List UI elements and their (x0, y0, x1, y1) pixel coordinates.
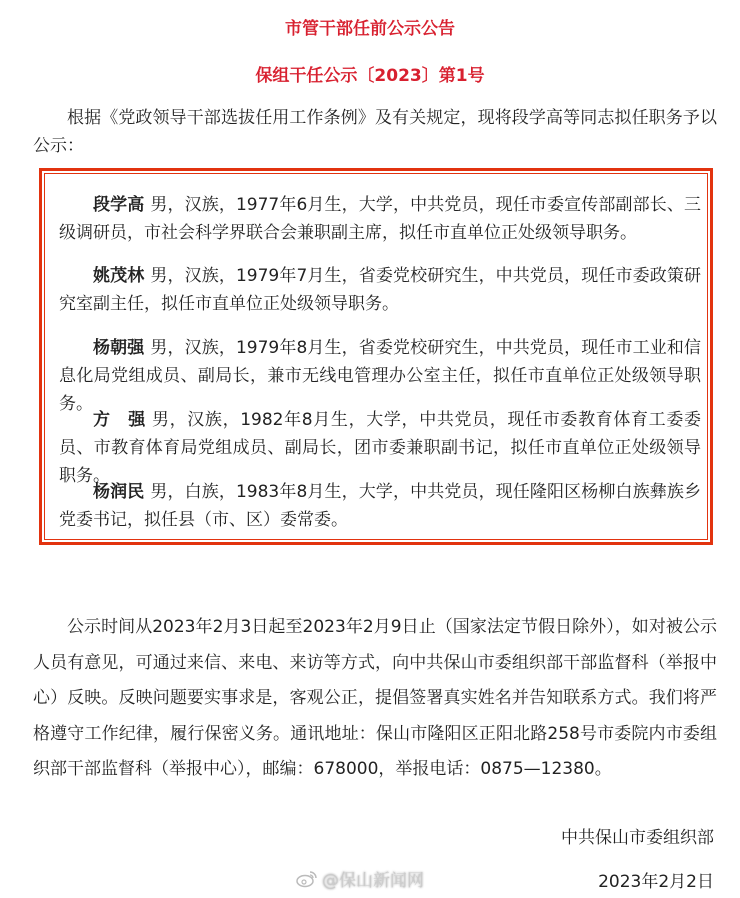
signature: 中共保山市委组织部 (561, 828, 714, 848)
candidates-box (39, 168, 713, 545)
candidate-details: 男，汉族，1982年8月生，大学，中共党员，现任市委教育体育工委委员、市教育体育局党组成员、副局长，团市委兼职副书记，拟任市直单位正处级领导职务。 (59, 410, 701, 486)
weibo-icon (296, 870, 318, 888)
candidate-details: 男，汉族，1979年7月生，省委党校研究生，中共党员，现任市委政策研究室副主任，拟任市直单位正处级领导职务。 (59, 266, 701, 314)
notice-paragraph: 公示时间从2023年2月3日起至2023年2月9日止（国家法定节假日除外），如对被公示人员有意见，可通过来信、来电、来访等方式，向中共保山市委组织部干部监督科（举报中心）反映。反映问题要实事求是，客观公正，提倡签署真实姓名并告知联系方式。我们将严格遵守工作纪律，履行保密义务。通讯地址：保山市隆阳区正阳北路258号市委院内市委组织部干部监督科（举报中心），邮编：678000，举报电话：0875—12380。 (33, 617, 717, 779)
candidate-entry (59, 262, 701, 318)
watermark-text: @保山新闻网 (322, 871, 424, 891)
document-number: 保组干任公示〔2023〕第1号 (255, 66, 485, 86)
candidate-name: 方 强 (93, 410, 146, 430)
page-title: 市管干部任前公示公告 (285, 19, 455, 39)
candidate-name: 杨润民 (93, 482, 145, 502)
candidate-name: 姚茂林 (93, 266, 145, 286)
box-inner-border (44, 173, 708, 540)
watermark (296, 866, 424, 891)
issue-date: 2023年2月2日 (598, 872, 714, 892)
candidate-entry (59, 191, 701, 247)
candidate-details: 男，汉族，1979年8月生，省委党校研究生，中共党员，现任市工业和信息化局党组成员、副局长，兼市无线电管理办公室主任，拟任市直单位正处级领导职务。 (59, 338, 701, 414)
candidate-details: 男，汉族，1977年6月生，大学，中共党员，现任市委宣传部副部长、三级调研员，市社会科学界联合会兼职副主席，拟任市直单位正处级领导职务。 (59, 195, 701, 243)
candidate-details: 男，白族，1983年8月生，大学，中共党员，现任隆阳区杨柳白族彝族乡党委书记，拟任县（市、区）委常委。 (59, 482, 701, 530)
candidate-name: 段学高 (93, 195, 145, 215)
candidate-name: 杨朝强 (93, 338, 145, 358)
candidate-entry (59, 478, 701, 534)
intro-paragraph: 根据《党政领导干部选拔任用工作条例》及有关规定，现将段学高等同志拟任职务予以公示： (33, 108, 717, 156)
